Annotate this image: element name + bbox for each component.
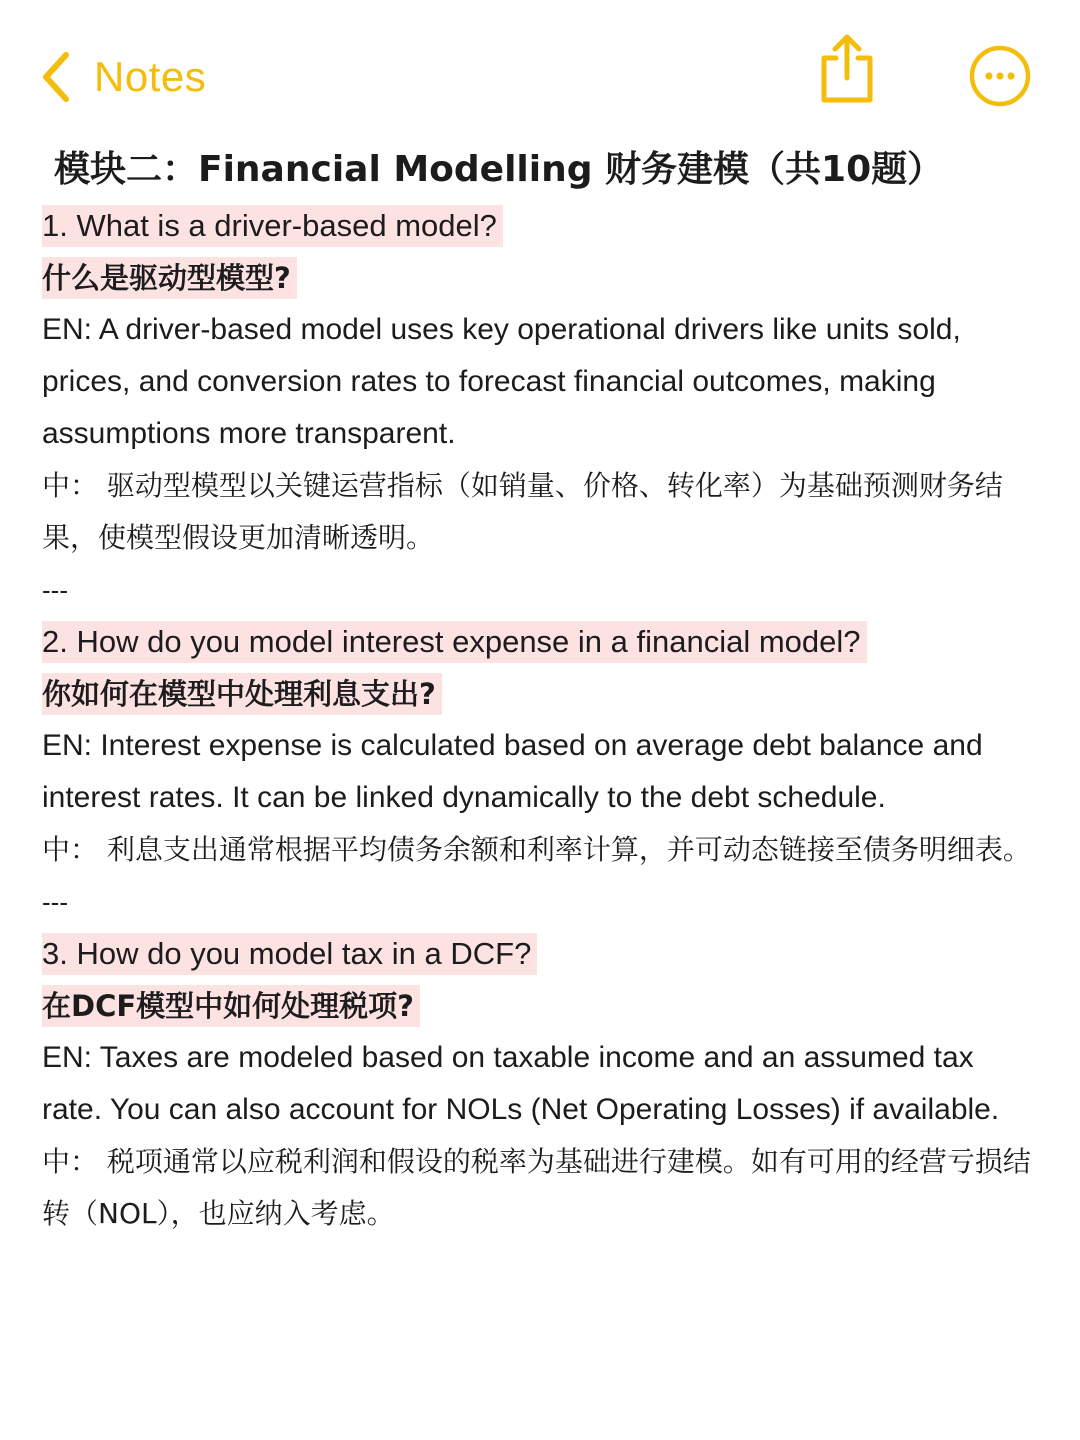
question-en-3: 3. How do you model tax in a DCF?: [42, 933, 537, 975]
question-en-2: 2. How do you model interest expense in a financial model?: [42, 621, 867, 663]
note-title: 模块二：Financial Modelling 财务建模（共10题）: [54, 149, 944, 190]
answer-zh-2: 中： 利息支出通常根据平均债务余额和利率计算，并可动态链接至债务明细表。: [42, 833, 1031, 866]
question-zh-2: 你如何在模型中处理利息支出?: [42, 673, 442, 715]
answer-en-2: EN: Interest expense is calculated based on average debt balance and interest rates. It can be linked dynamically to the debt schedule.: [42, 729, 983, 814]
question-block-2: [42, 616, 1042, 876]
divider-2: ---: [42, 887, 68, 917]
answer-en-3: EN: Taxes are modeled based on taxable income and an assumed tax rate. You can also account for NOLs (Net Operating Losses) if available.: [42, 1041, 1000, 1126]
divider-1: ---: [42, 575, 68, 605]
question-block-3: [42, 928, 1042, 1240]
answer-zh-1: 中： 驱动型模型以关键运营指标（如销量、价格、转化率）为基础预测财务结果，使模型假设更加清晰透明。: [42, 469, 1003, 554]
question-zh-3: 在DCF模型中如何处理税项?: [42, 985, 420, 1027]
back-button[interactable]: [36, 42, 206, 112]
navigation-bar: [0, 0, 1080, 130]
note-body[interactable]: [42, 140, 1042, 1240]
answer-zh-3: 中： 税项通常以应税利润和假设的税率为基础进行建模。如有可用的经营亏损结转（NOL），也应纳入考虑。: [42, 1145, 1031, 1230]
share-icon[interactable]: [812, 32, 882, 106]
question-zh-1: 什么是驱动型模型?: [42, 257, 297, 299]
question-block-1: [42, 200, 1042, 564]
chevron-left-icon: [36, 47, 76, 107]
question-en-1: 1. What is a driver-based model?: [42, 205, 503, 247]
answer-en-1: EN: A driver-based model uses key operational drivers like units sold, prices, and conversion rates to forecast financial outcomes, making assumptions more transparent.: [42, 313, 961, 450]
back-label: Notes: [94, 53, 207, 100]
more-icon[interactable]: [968, 44, 1032, 108]
